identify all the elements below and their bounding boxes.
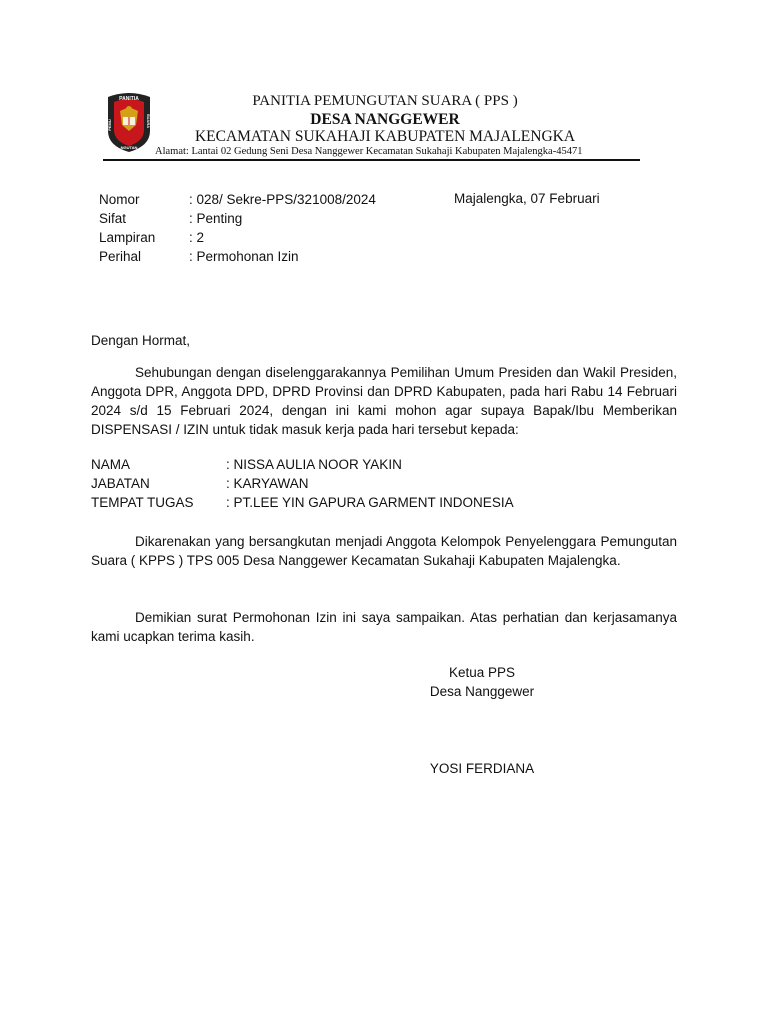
greeting: Dengan Hormat, (91, 333, 191, 348)
tempat-tugas-value: : PT.LEE YIN GAPURA GARMENT INDONESIA (226, 495, 514, 510)
letterhead-divider (103, 159, 640, 161)
paragraph-reason-text: Dikarenakan yang bersangkutan menjadi Anggota Kelompok Penyelenggara Pemungutan Suara ( KPPS ) TPS 005 Desa Nanggewer Kecamatan Sukahaji Kabupaten Majalengka. (91, 534, 677, 568)
sifat-value: : Penting (189, 211, 243, 226)
jabatan-label: JABATAN (91, 476, 150, 491)
logo-text-left: PEMU (107, 119, 112, 131)
letter-date: Majalengka, 07 Februari (454, 191, 600, 206)
letterhead-village: DESA NANGGEWER (310, 111, 460, 128)
signature-org: Desa Nanggewer (429, 684, 535, 699)
logo-text-right: SUARA (146, 113, 151, 129)
letterhead-district: KECAMATAN SUKAHAJI KABUPATEN MAJALENGKA (194, 128, 576, 145)
signature-title: Ketua PPS (448, 665, 516, 680)
letterhead-address: Alamat: Lantai 02 Gedung Seni Desa Nanggewer Kecamatan Sukahaji Kabupaten Majalengka-45471 (155, 146, 583, 157)
letterhead-org: PANITIA PEMUNGUTAN SUARA ( PPS ) (252, 93, 518, 109)
paragraph-closing-text: Demikian surat Permohonan Izin ini saya sampaikan. Atas perhatian dan kerjasamanya kami ucapkan terima kasih. (91, 610, 677, 644)
pps-logo (104, 91, 154, 153)
paragraph-request (91, 363, 677, 439)
tempat-tugas-label: TEMPAT TUGAS (91, 495, 194, 510)
nomor-value: : 028/ Sekre-PPS/321008/2024 (189, 192, 376, 207)
nomor-label: Nomor (99, 192, 140, 207)
jabatan-value: : KARYAWAN (226, 476, 309, 491)
sifat-label: Sifat (99, 211, 127, 226)
perihal-value: : Permohonan Izin (189, 249, 299, 264)
logo-text-bottom: NGUTAN (120, 145, 138, 150)
nama-value: : NISSA AULIA NOOR YAKIN (226, 457, 402, 472)
nama-label: NAMA (91, 457, 131, 472)
paragraph-reason (91, 532, 677, 570)
signature-name: YOSI FERDIANA (429, 761, 535, 776)
paragraph-request-text: Sehubungan dengan diselenggarakannya Pemilihan Umum Presiden dan Wakil Presiden, Anggota DPR, Anggota DPD, DPRD Provinsi dan DPRD Kabupaten, pada hari Rabu 14 Februari 2024 s/d 15 Februari 2024, dengan ini kami mohon agar supaya Bapak/Ibu Memberikan DISPENSASI / IZIN untuk tidak masuk kerja pada hari tersebut kepada: (91, 365, 677, 437)
logo-text-top: PANITIA (119, 96, 139, 102)
lampiran-label: Lampiran (99, 230, 156, 245)
perihal-label: Perihal (99, 249, 142, 264)
paragraph-closing (91, 608, 677, 646)
lampiran-value: : 2 (189, 230, 205, 245)
